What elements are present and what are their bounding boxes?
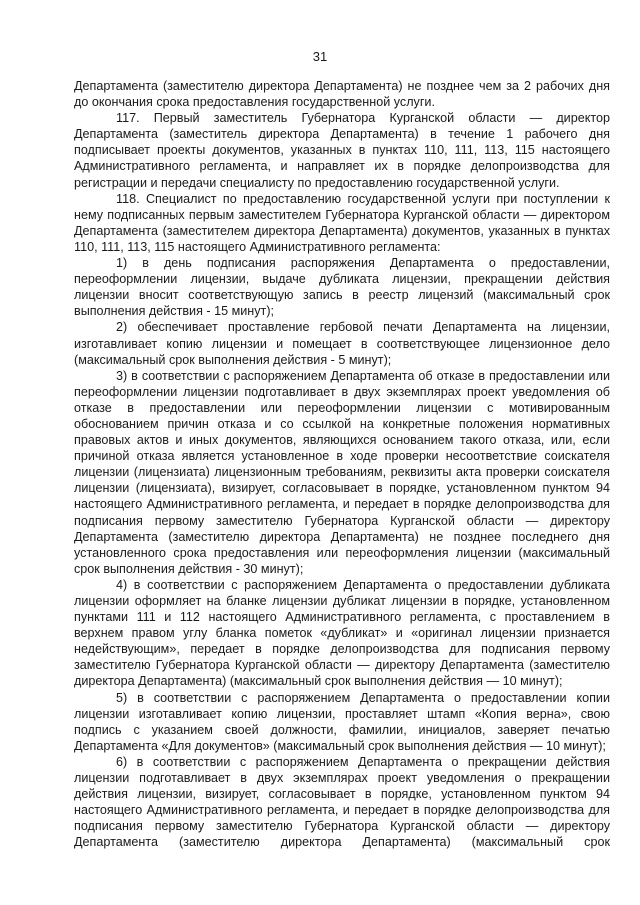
list-item-2: 2) обеспечивает проставление гербовой печати Департамента на лицензии, изготавливает копию лицензии и помещает в соответствующее лицензионное дело (максимальный срок выполнения действия - 5 минут); bbox=[74, 320, 610, 367]
paragraph-continuation: Департамента (заместителю директора Департамента) не позднее чем за 2 рабочих дня до окончания срока предоставления государственной услуги. bbox=[74, 79, 610, 110]
body-text bbox=[74, 78, 610, 851]
list-item-1: 1) в день подписания распоряжения Департамента о предоставлении, переоформлении лицензии, выдаче дубликата лицензии, прекращении действия лицензии вносит соответствующую запись в реестр лицензий (максимальный срок выполнения действия - 15 минут); bbox=[74, 256, 610, 319]
page-number: 31 bbox=[312, 49, 328, 64]
list-item-3: 3) в соответствии с распоряжением Департамента об отказе в предоставлении или переоформлении лицензии подготавливает в двух экземплярах проект уведомления об отказе в предоставлении или переоформлении лицензии с мотивированным обоснованием причин отказа и со ссылкой на конкретные положения нормативных правовых актов и иных документов, являющихся основанием такого отказа, или, если причиной отказа является установленное в ходе проверки несоответствие соискателя лицензии (лицензиата) лицензионным требованиям, реквизиты акта проверки соискателя лицензии (лицензиата), визирует, согласовывает в порядке, установленном пунктом 94 настоящего Административного регламента, и передает в порядке делопроизводства для подписания первому заместителю Губернатора Курганской области — директору Департамента (заместителю директора Департамента) не позднее последнего дня установленного срока предоставления или переоформления лицензии (максимальный срок выполнения действия - 30 минут); bbox=[74, 368, 610, 576]
paragraph-117: 117. Первый заместитель Губернатора Курганской области — директор Департамента (заместитель директора Департамента) в течение 1 рабочего дня подписывает проекты документов, указанных в пунктах 110, 111, 113, 115 настоящего Административного регламента, и направляет их в порядке делопроизводства для регистрации и передачи специалисту по предоставлению государственной услуги. bbox=[74, 111, 610, 190]
paragraph-118: 118. Специалист по предоставлению государственной услуги при поступлении к нему подписанных первым заместителем Губернатора Курганской области — директором Департамента (заместителем директора Департамента) документов, указанных в пунктах 110, 111, 113, 115 настоящего Административного регламента: bbox=[74, 191, 610, 254]
list-item-4: 4) в соответствии с распоряжением Департамента о предоставлении дубликата лицензии оформляет на бланке лицензии дубликат лицензии в порядке, установленном пунктами 111 и 112 настоящего Административного регламента, с проставлением в верхнем правом углу бланка пометок «дубликат» и «оригинал лицензии признается недействующим», передает в порядке делопроизводства для подписания первому заместителю Губернатора Курганской области — директору Департамента (заместителю директора Департамента) (максимальный срок выполнения действия — 10 минут); bbox=[74, 577, 610, 689]
list-item-5: 5) в соответствии с распоряжением Департамента о предоставлении копии лицензии изготавливает копию лицензии, проставляет штамп «Копия верна», свою подпись с указанием своей должности, фамилии, инициалов, заверяет печатью Департамента «Для документов» (максимальный срок выполнения действия — 10 минут); bbox=[74, 690, 610, 753]
list-item-6: 6) в соответствии с распоряжением Департамента о прекращении действия лицензии подготавливает в двух экземплярах проект уведомления о прекращении действия лицензии, визирует, согласовывает в порядке, установленном пунктом 94 настоящего Административного регламента, и передает в порядке делопроизводства для подписания первому заместителю Губернатора Курганской области — директору Департамента (заместителю директора Департамента) (максимальный срок bbox=[74, 754, 610, 850]
